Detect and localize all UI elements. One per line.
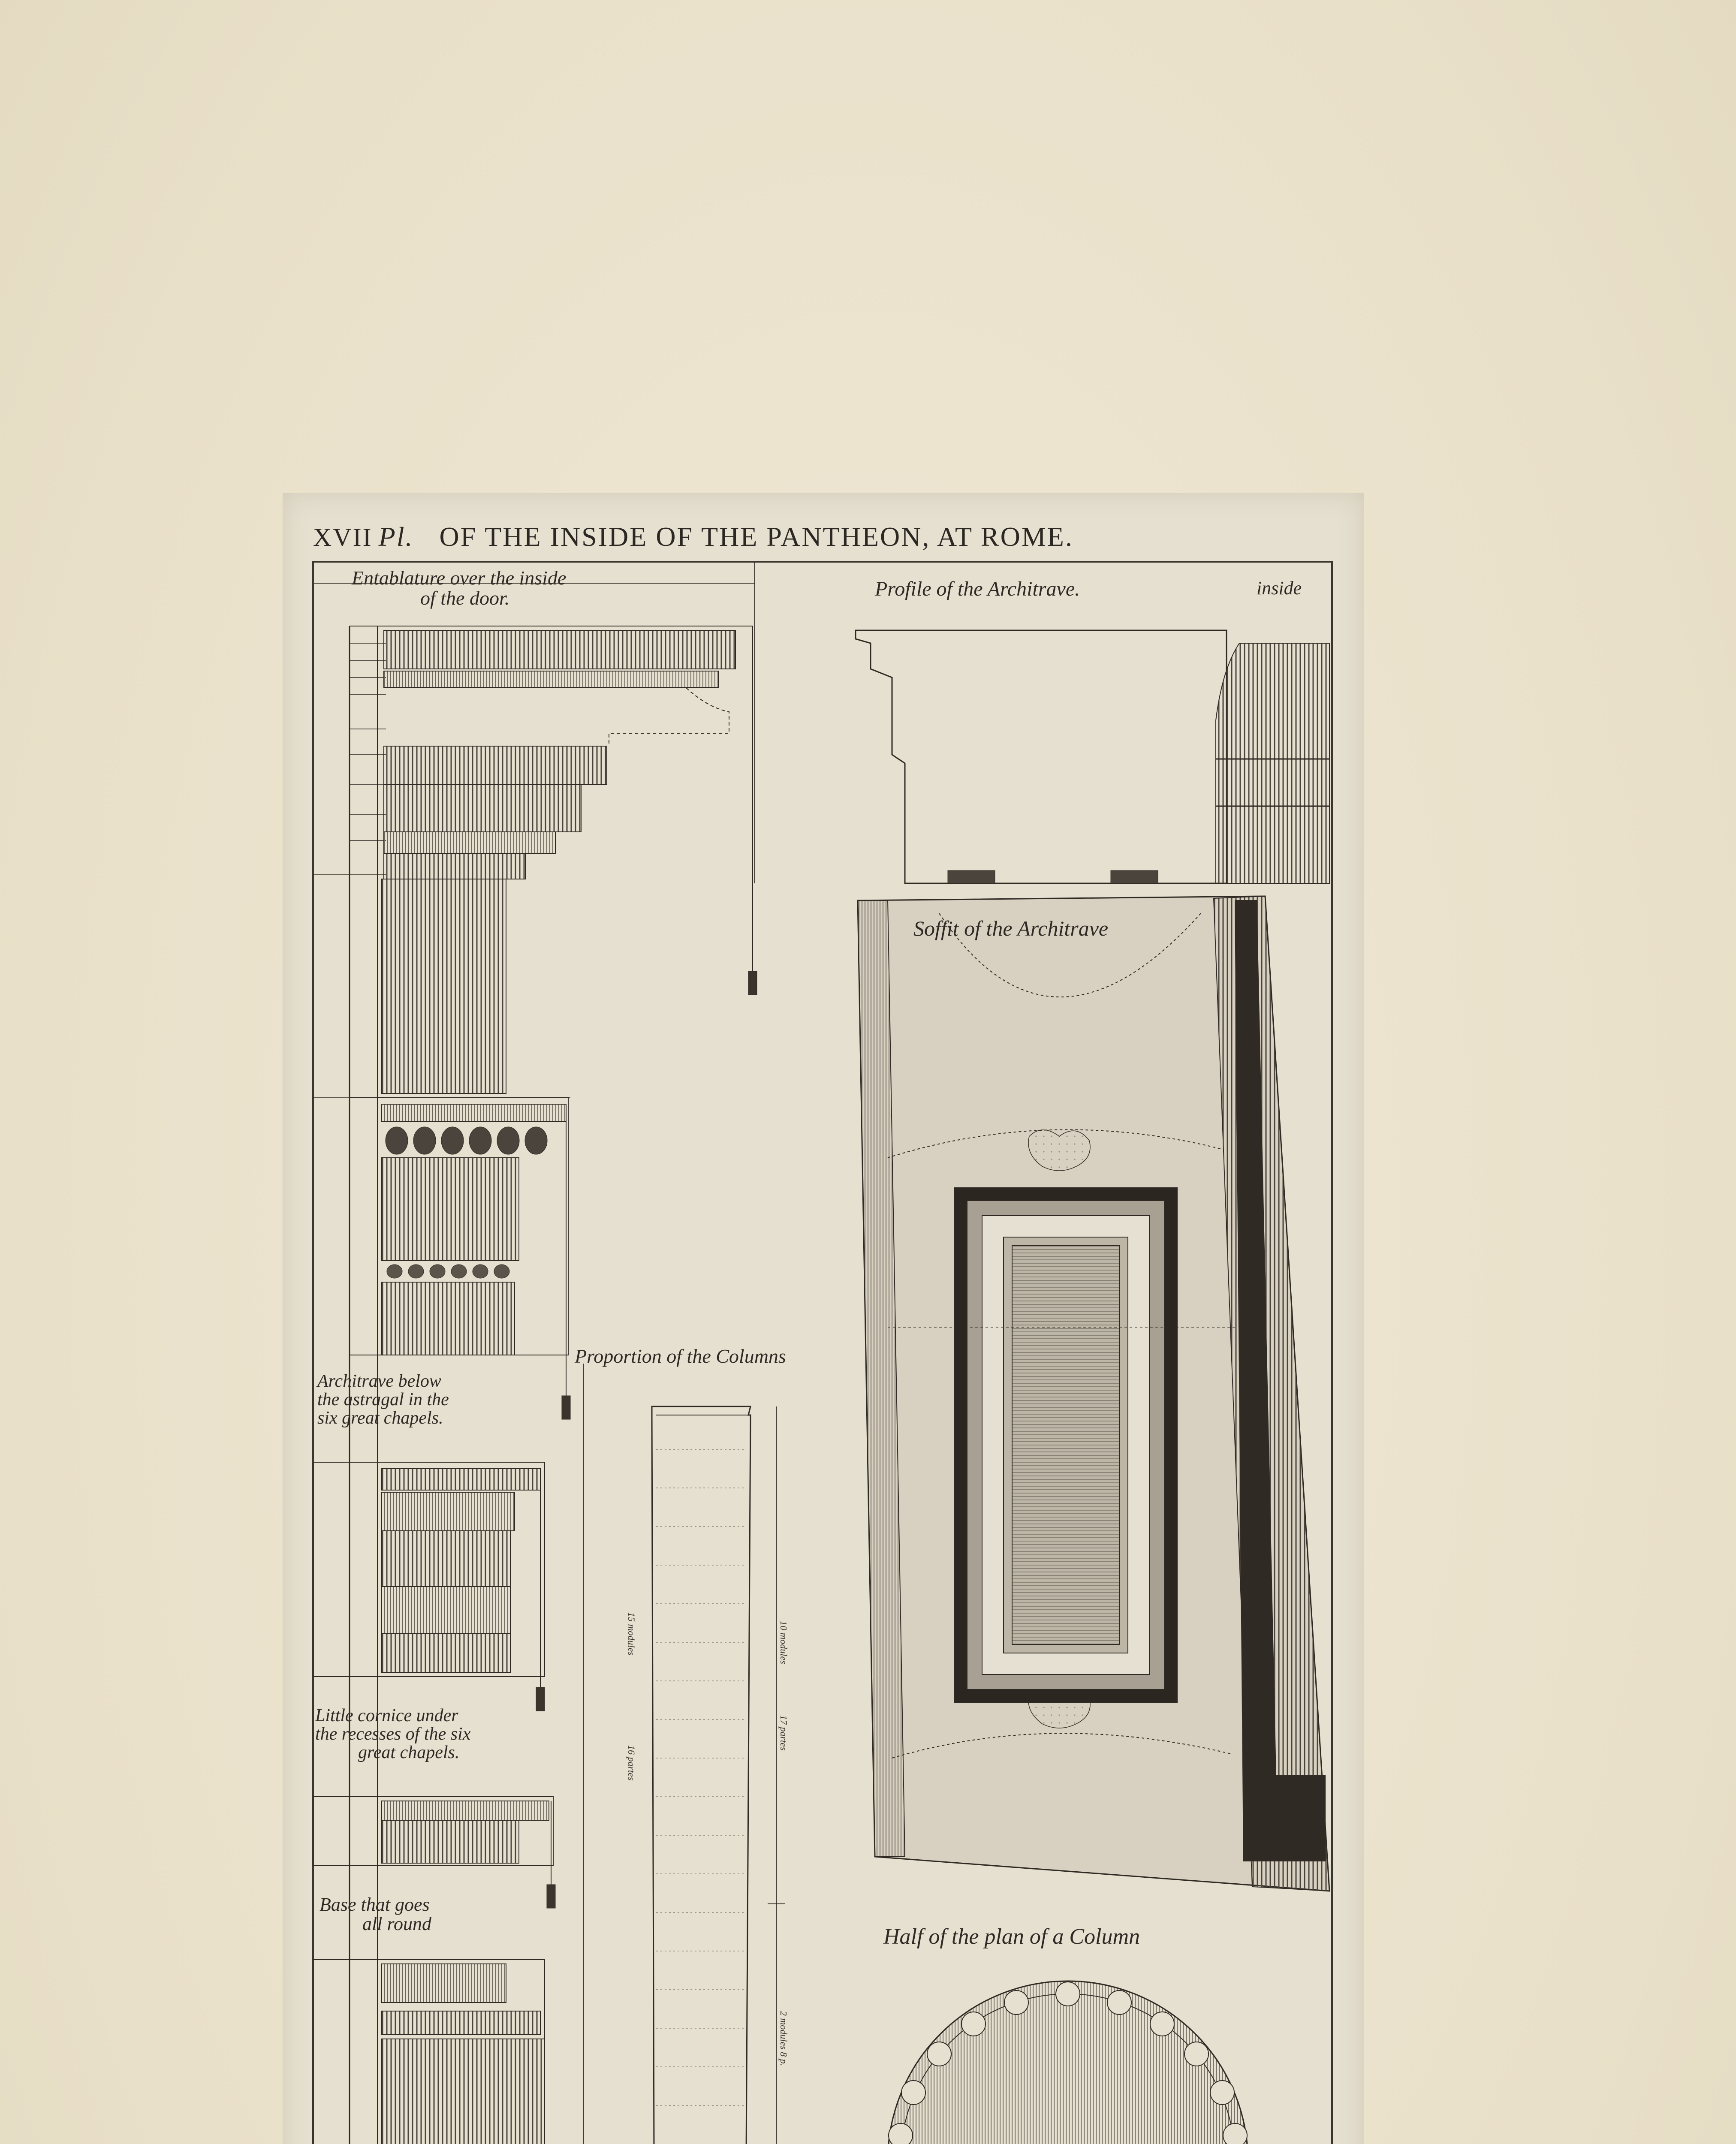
column-proportion xyxy=(583,1364,785,2144)
plate-number: XVII xyxy=(313,523,373,551)
caption-inside: inside xyxy=(1257,578,1302,599)
caption-architrave-below-line-1: Architrave below xyxy=(317,1371,441,1391)
column-label-left-1: 15 modules xyxy=(626,1612,637,1656)
caption-little-cornice-line-1: Little cornice under xyxy=(315,1706,458,1725)
caption-little-cornice-line-2: the recesses of the six xyxy=(315,1724,471,1744)
plate-title-text: OF THE INSIDE OF THE PANTHEON, AT ROME. xyxy=(439,521,1073,552)
architrave-chapels xyxy=(313,1462,545,1711)
caption-half-plan: Half of the plan of a Column xyxy=(883,1924,1140,1949)
column-label-right-1: 10 modules xyxy=(778,1621,789,1664)
caption-base xyxy=(319,1895,431,1934)
plate-title xyxy=(313,521,1351,553)
caption-profile-architrave: Profile of the Architrave. xyxy=(875,578,1080,600)
caption-architrave-below xyxy=(317,1372,449,1427)
base-moulding xyxy=(313,1960,545,2144)
column-label-right-2: 17 partes xyxy=(778,1715,789,1751)
caption-entablature-line-2: of the door. xyxy=(420,587,510,609)
architrave-profile xyxy=(755,562,1329,883)
caption-base-line-2: all round xyxy=(362,1913,431,1934)
caption-proportion: Proportion of the Columns xyxy=(575,1345,786,1367)
column-label-right-3: 2 modules 8 p. xyxy=(778,2011,789,2066)
soffit xyxy=(858,896,1329,1891)
caption-entablature xyxy=(352,568,566,608)
column-half-plan xyxy=(888,1981,1248,2144)
caption-architrave-below-line-3: six great chapels. xyxy=(317,1408,443,1428)
caption-little-cornice-line-3: great chapels. xyxy=(358,1742,460,1762)
column-label-left-2: 16 partes xyxy=(626,1745,637,1781)
plate-mark: Pl. xyxy=(378,521,414,552)
caption-soffit: Soffit of the Architrave xyxy=(913,916,1109,940)
caption-entablature-line-1: Entablature over the inside xyxy=(352,567,567,589)
caption-base-line-1: Base that goes xyxy=(319,1894,430,1915)
caption-little-cornice xyxy=(315,1707,470,1762)
caption-architrave-below-line-2: the astragal in the xyxy=(317,1389,449,1409)
